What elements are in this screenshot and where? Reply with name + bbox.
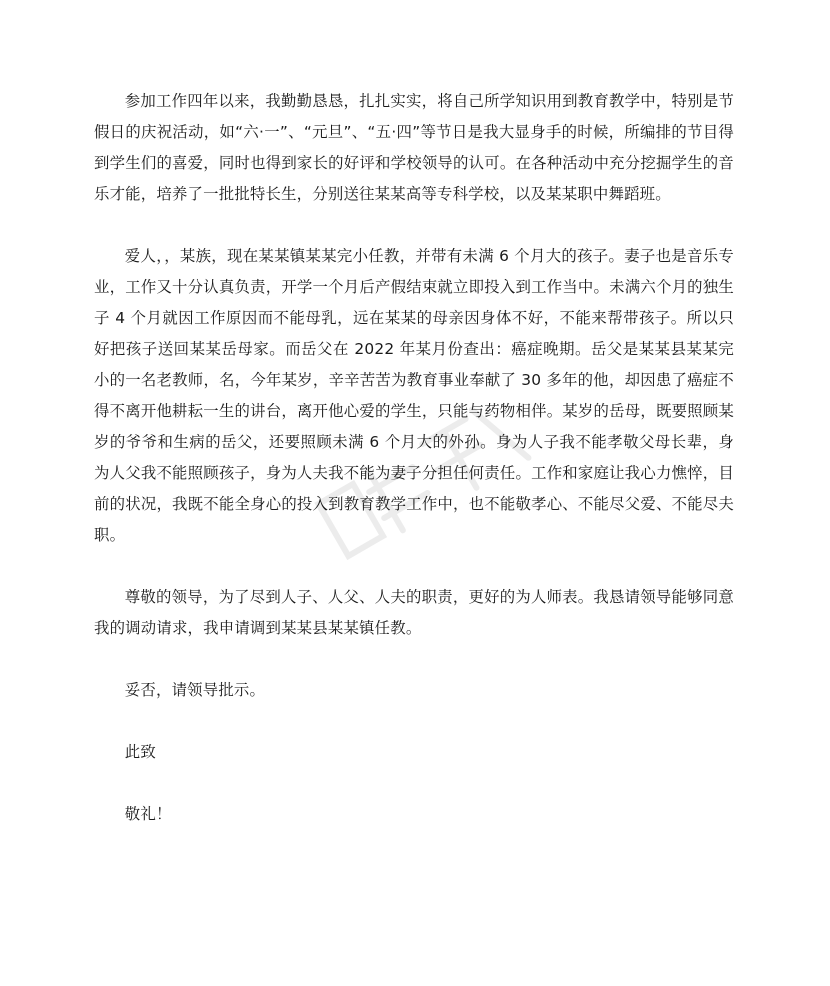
paragraph-approval-request: 妥否，请领导批示。 bbox=[124, 681, 266, 699]
closing-regards: 敬礼！ bbox=[124, 805, 172, 823]
closing-salutation: 此致 bbox=[124, 743, 156, 761]
paragraph-work-history: 参加工作四年以来，我勤勤恳恳，扎扎实实，将自己所学知识用到教育教学中，特别是节假日的庆祝活动，如“六·一”、“元旦”、“五·四”等节日是我大显身手的时候，所编排的节目得到学生们的喜爱，同时也得到家长的好评和学校领导的认可。在各种活动中充分挖掘学生的音乐才能，培养了一批批特长生，分别送往某某高等专科学校，以及某某职中舞蹈班。 bbox=[94, 92, 734, 203]
paragraph-transfer-request: 尊敬的领导，为了尽到人子、人父、人夫的职责，更好的为人师表。我恳请领导能够同意我的调动请求，我申请调到某某县某某镇任教。 bbox=[94, 588, 734, 637]
paragraph-family-situation: 爱人，，某族，现在某某镇某某完小任教，并带有未满 6 个月大的孩子。妻子也是音乐专业，工作又十分认真负责，开学一个月后产假结束就立即投入到工作当中。未满六个月的独生子 4 个月就因工作原因而不能母乳，远在某某的母亲因身体不好，不能来帮带孩子。所以只好把孩子送回某某岳母家。而岳父在 2022 年某月份查出：癌症晚期。岳父是某某县某某完小的一名老教师，名，今年某岁，辛辛苦苦为教育事业奉献了 30 多年的他，却因患了癌症不得不离开他耕耘一生的讲台，离开他心爱的学生，只能与药物相伴。某岁的岳母，既要照顾某岁的爷爷和生病的岳父，还要照顾未满 6 个月大的外孙。身为人子我不能孝敬父母长辈，身为人父我不能照顾孩子，身为人夫我不能为妻子分担任何责任。工作和家庭让我心力憔悴，目前的状况，我既不能全身心的投入到教育教学工作中，也不能敬孝心、不能尽父爱、不能尽夫职。 bbox=[94, 247, 734, 544]
document-body bbox=[94, 86, 734, 830]
